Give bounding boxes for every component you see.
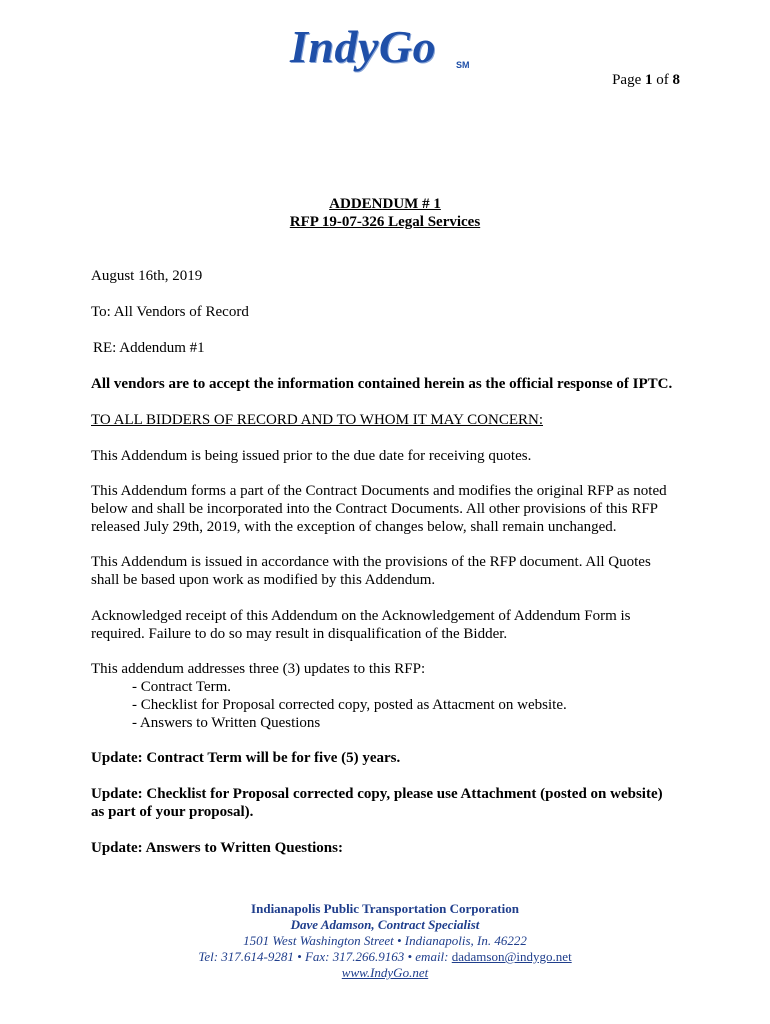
addendum-title: ADDENDUM # 1: [329, 196, 441, 212]
paragraph-ack-line1: Acknowledged receipt of this Addendum on the Acknowledgement of Addendum Form is: [91, 608, 631, 624]
paragraph-accordance-line2: shall be based upon work as modified by this Addendum.: [91, 572, 436, 588]
footer-organization: Indianapolis Public Transportation Corporation: [251, 901, 519, 916]
rfp-title: RFP 19-07-326 Legal Services: [289, 214, 481, 230]
logo-wordmark: IndyGo: [290, 21, 437, 72]
list-item: - Answers to Written Questions: [132, 715, 321, 731]
paragraph-addresses: This addendum addresses three (3) updates to this RFP:: [91, 661, 426, 677]
page-of: of: [656, 72, 669, 88]
page-prefix: Page: [612, 72, 642, 88]
paragraph-ack-line2: required. Failure to do so may result in disqualification of the Bidder.: [91, 626, 508, 642]
list-item: - Checklist for Proposal corrected copy, posted as Attacment on website.: [132, 697, 567, 713]
footer-website-link[interactable]: www.IndyGo.net: [341, 965, 429, 980]
update-contract-term: Update: Contract Term will be for five (5) years.: [91, 750, 401, 766]
indygo-logo: [290, 22, 490, 78]
page-total: 8: [672, 72, 680, 88]
paragraph-accordance-line1: This Addendum is issued in accordance with the provisions of the RFP document. All Quotes: [91, 554, 651, 570]
logo-service-mark: SM: [456, 60, 470, 70]
footer-phone-fax: [0, 949, 770, 965]
letter-to: To: All Vendors of Record: [91, 304, 249, 320]
bidders-salutation: TO ALL BIDDERS OF RECORD AND TO WHOM IT MAY CONCERN:: [91, 412, 543, 428]
page-current: 1: [645, 72, 653, 88]
official-notice: All vendors are to accept the information contained herein as the official response of IPTC.: [91, 376, 673, 392]
paragraph-forms-part-line3: released July 29th, 2019, with the exception of changes below, shall remain unchanged.: [91, 519, 617, 535]
paragraph-issued-prior: This Addendum is being issued prior to the due date for receiving quotes.: [91, 448, 532, 464]
letter-re: RE: Addendum #1: [93, 340, 205, 356]
footer-email-link[interactable]: dadamson@indygo.net: [451, 949, 572, 964]
footer-contact: Dave Adamson, Contract Specialist: [290, 917, 480, 932]
list-item: - Contract Term.: [132, 679, 232, 695]
footer-address: 1501 West Washington Street • Indianapolis, In. 46222: [243, 933, 527, 948]
update-answers: Update: Answers to Written Questions:: [91, 840, 343, 856]
paragraph-forms-part-line2: below and shall be incorporated into the Contract Documents. All other provisions of this RFP: [91, 501, 659, 517]
paragraph-forms-part-line1: This Addendum forms a part of the Contract Documents and modifies the original RFP as noted: [91, 483, 667, 499]
update-checklist-line1: Update: Checklist for Proposal corrected copy, please use Attachment (posted on website): [91, 786, 663, 802]
page-indicator: [612, 72, 680, 89]
update-checklist-line2: as part of your proposal).: [91, 804, 254, 820]
footer-phone-fax-text: Tel: 317.614-9281 • Fax: 317.266.9163 • email:: [198, 949, 452, 964]
letter-date: August 16th, 2019: [91, 268, 203, 284]
